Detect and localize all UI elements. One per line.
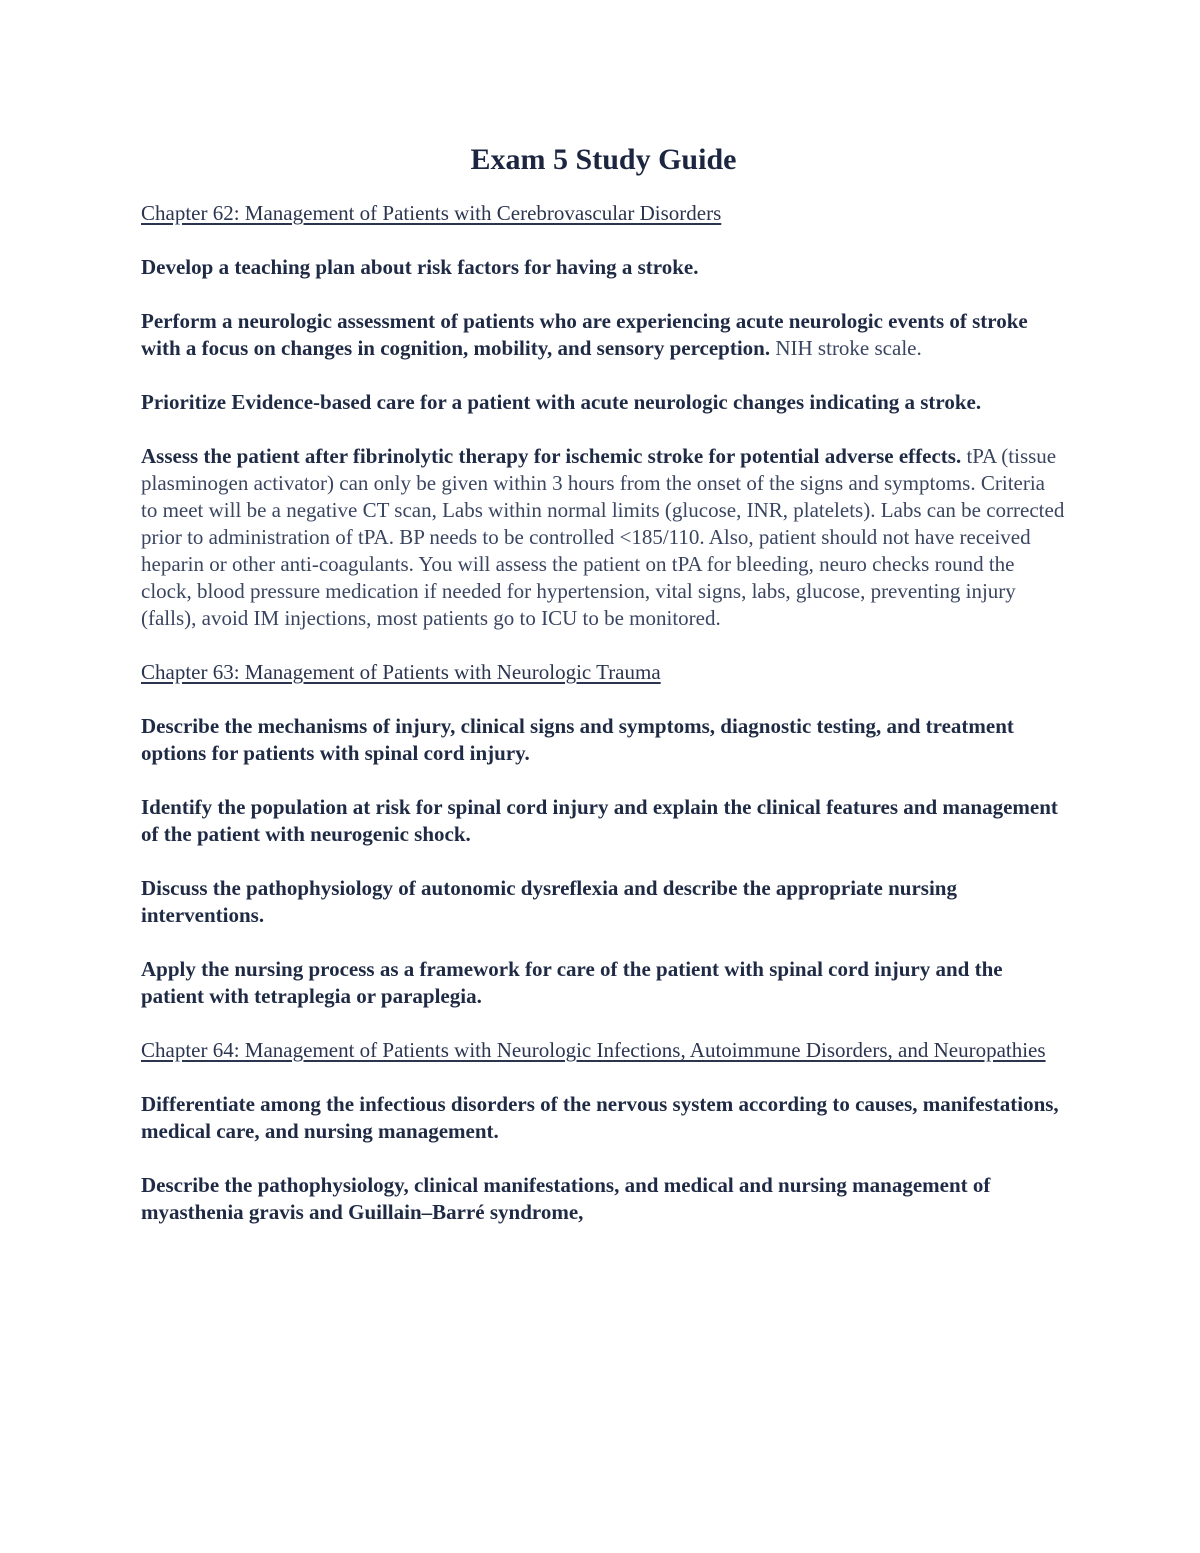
objective-text: Assess the patient after fibrinolytic therapy for ischemic stroke for potential adverse effects. xyxy=(141,444,962,468)
document-page xyxy=(141,142,1066,1253)
objective-paragraph xyxy=(141,956,1066,1010)
chapter-heading: Chapter 62: Management of Patients with Cerebrovascular Disorders xyxy=(141,201,722,225)
objective-text: Prioritize Evidence-based care for a patient with acute neurologic changes indicating a stroke. xyxy=(141,390,982,414)
objective-paragraph xyxy=(141,389,1066,416)
objective-text: Apply the nursing process as a framework for care of the patient with spinal cord injury and the patient with tetraplegia or paraplegia. xyxy=(141,957,1003,1008)
objective-paragraph xyxy=(141,875,1066,929)
objective-paragraph xyxy=(141,1172,1066,1226)
section-chapter-62 xyxy=(141,200,1066,632)
objective-note: NIH stroke scale. xyxy=(770,336,922,360)
objective-paragraph xyxy=(141,794,1066,848)
objective-paragraph xyxy=(141,713,1066,767)
objective-text: Differentiate among the infectious disorders of the nervous system according to causes, manifestations, medical care, and nursing management. xyxy=(141,1092,1059,1143)
objective-paragraph xyxy=(141,254,1066,281)
document-title: Exam 5 Study Guide xyxy=(470,143,737,176)
chapter-heading: Chapter 64: Management of Patients with Neurologic Infections, Autoimmune Disorders, and Neuropathies xyxy=(141,1038,1046,1062)
objective-note: tPA (tissue plasminogen activator) can only be given within 3 hours from the onset of the signs and symptoms. Criteria to meet will be a negative CT scan, Labs within normal limits (glucose, INR, platelets). Labs can be corrected prior to administration of tPA. BP needs to be controlled <185/110. Also, patient should not have received heparin or other anti-coagulants. You will assess the patient on tPA for bleeding, neuro checks round the clock, blood pressure medication if needed for hypertension, vital signs, labs, glucose, preventing injury (falls), avoid IM injections, most patients go to ICU to be monitored. xyxy=(141,444,1065,630)
objective-text: Perform a neurologic assessment of patients who are experiencing acute neurologic events of stroke with a focus on changes in cognition, mobility, and sensory perception. xyxy=(141,309,1028,360)
objective-paragraph xyxy=(141,308,1066,362)
objective-text: Describe the mechanisms of injury, clinical signs and symptoms, diagnostic testing, and treatment options for patients with spinal cord injury. xyxy=(141,714,1014,765)
objective-text: Describe the pathophysiology, clinical manifestations, and medical and nursing management of myasthenia gravis and Guillain–Barré syndrome, xyxy=(141,1173,991,1224)
objective-text: Identify the population at risk for spinal cord injury and explain the clinical features and management of the patient with neurogenic shock. xyxy=(141,795,1058,846)
chapter-heading: Chapter 63: Management of Patients with Neurologic Trauma xyxy=(141,660,661,684)
objective-paragraph xyxy=(141,1091,1066,1145)
objective-text: Develop a teaching plan about risk factors for having a stroke. xyxy=(141,255,699,279)
objective-text: Discuss the pathophysiology of autonomic dysreflexia and describe the appropriate nursing interventions. xyxy=(141,876,957,927)
section-chapter-63 xyxy=(141,659,1066,1010)
objective-paragraph xyxy=(141,443,1066,632)
section-chapter-64 xyxy=(141,1037,1066,1226)
